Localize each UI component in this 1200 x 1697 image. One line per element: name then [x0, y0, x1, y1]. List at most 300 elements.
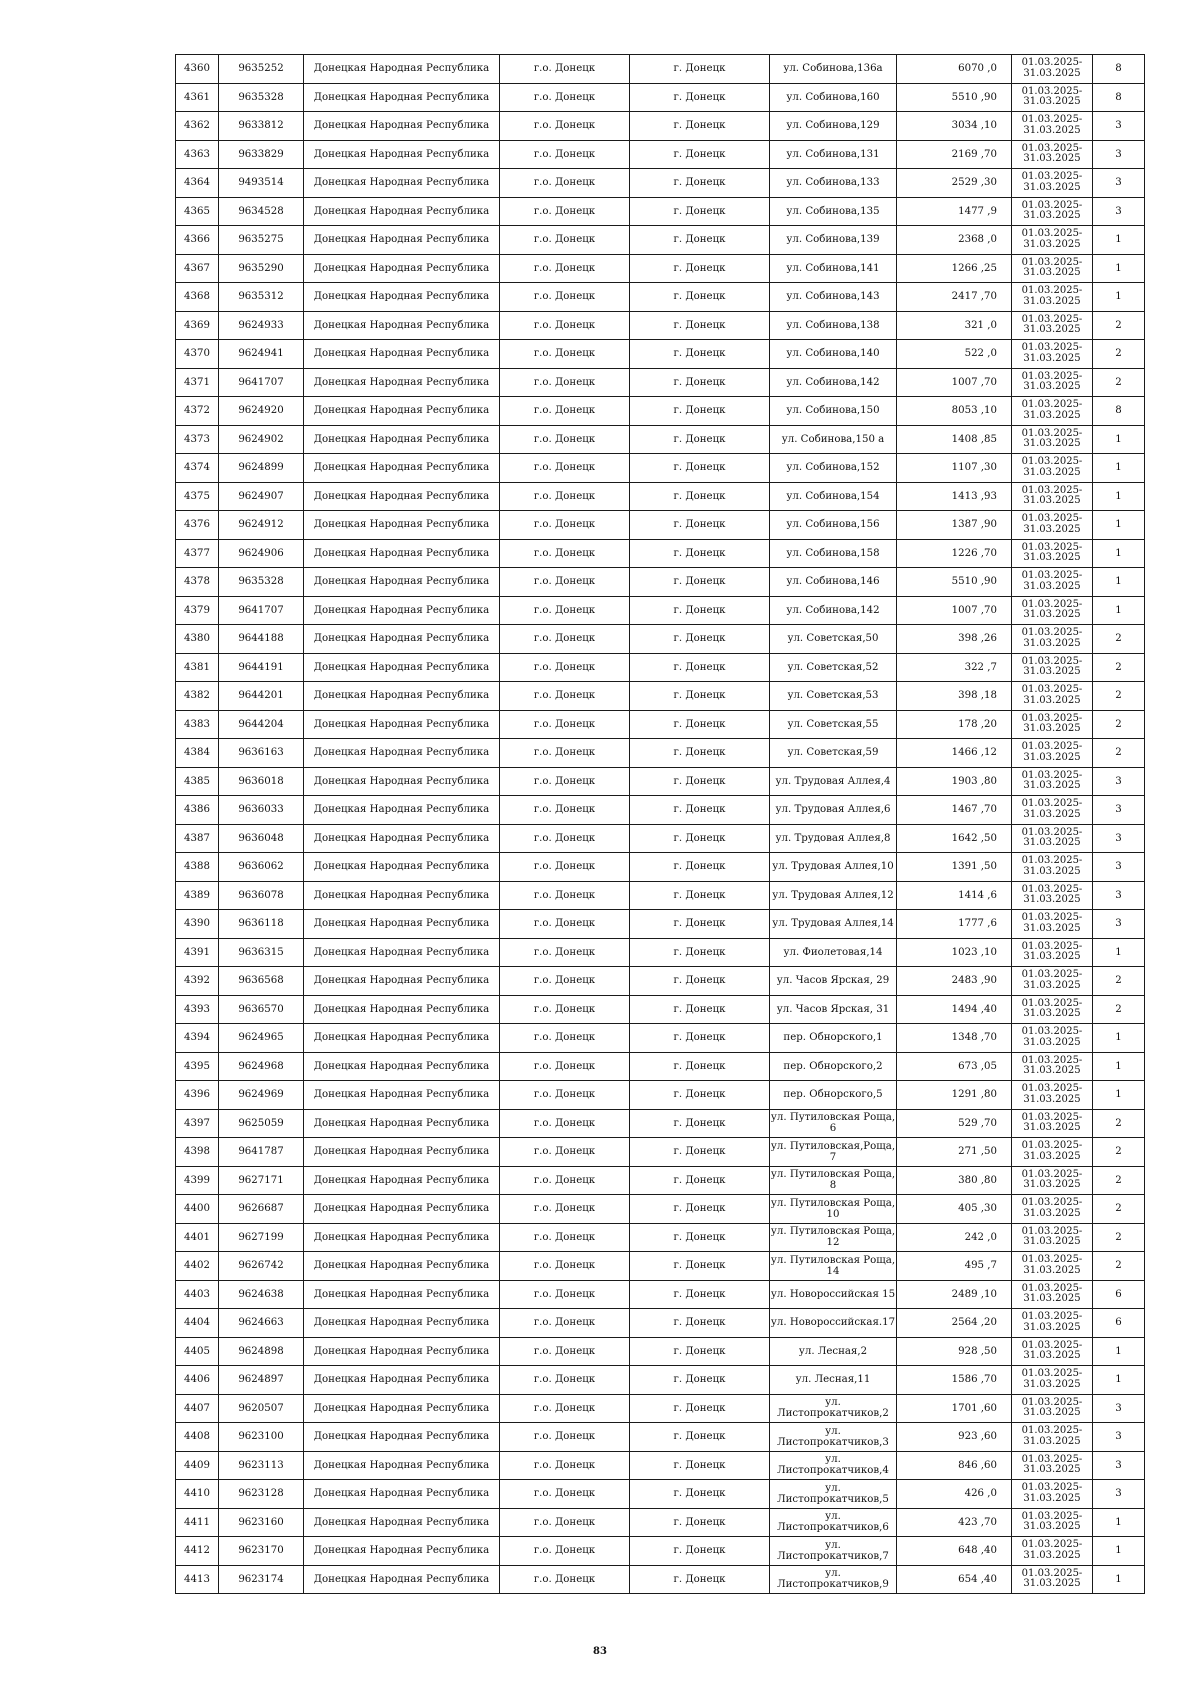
table-row: [176, 1252, 1145, 1281]
city-cell: г. Донецк: [630, 967, 770, 996]
city-cell: г. Донецк: [630, 1309, 770, 1338]
region-cell: Донецкая Народная Республика: [304, 283, 500, 312]
city-cell: г. Донецк: [630, 511, 770, 540]
region-cell: Донецкая Народная Республика: [304, 454, 500, 483]
address-cell: ул. Собинова,150 а: [770, 425, 897, 454]
period-cell: [1012, 112, 1093, 141]
address-cell: ул. Часов Ярская, 29: [770, 967, 897, 996]
district-cell: г.о. Донецк: [500, 368, 630, 397]
period-cell: [1012, 881, 1093, 910]
region-cell: Донецкая Народная Республика: [304, 83, 500, 112]
row-number-cell: 4398: [176, 1138, 219, 1167]
count-cell: 1: [1093, 568, 1145, 597]
row-number-cell: 4361: [176, 83, 219, 112]
period-start: 01.03.2025-: [1021, 399, 1083, 411]
period-cell: [1012, 853, 1093, 882]
district-cell: г.о. Донецк: [500, 568, 630, 597]
period-end: 31.03.2025: [1023, 751, 1081, 763]
period-end: 31.03.2025: [1023, 1065, 1081, 1077]
city-cell: г. Донецк: [630, 1337, 770, 1366]
table-row: [176, 824, 1145, 853]
count-cell: 1: [1093, 1337, 1145, 1366]
district-cell: г.о. Донецк: [500, 1394, 630, 1423]
district-cell: г.о. Донецк: [500, 340, 630, 369]
period-end: 31.03.2025: [1023, 124, 1081, 136]
district-cell: г.о. Донецк: [500, 283, 630, 312]
row-number-cell: 4401: [176, 1223, 219, 1252]
period-start: 01.03.2025-: [1021, 741, 1083, 753]
city-cell: г. Донецк: [630, 682, 770, 711]
period-cell: [1012, 454, 1093, 483]
address-cell: ул. Трудовая Аллея,8: [770, 824, 897, 853]
period-start: 01.03.2025-: [1021, 769, 1083, 781]
cadastral-id-cell: 9636048: [219, 824, 304, 853]
region-cell: Донецкая Народная Республика: [304, 824, 500, 853]
period-start: 01.03.2025-: [1021, 1225, 1083, 1237]
period-end: 31.03.2025: [1023, 523, 1081, 535]
table-row: [176, 1195, 1145, 1224]
period-cell: [1012, 767, 1093, 796]
cadastral-id-cell: 9636018: [219, 767, 304, 796]
period-start: 01.03.2025-: [1021, 484, 1083, 496]
city-cell: г. Донецк: [630, 83, 770, 112]
region-cell: Донецкая Народная Республика: [304, 653, 500, 682]
table-row: [176, 340, 1145, 369]
period-end: 31.03.2025: [1023, 96, 1081, 108]
region-cell: Донецкая Народная Республика: [304, 1138, 500, 1167]
area-cell: 380 ,80: [897, 1166, 1012, 1195]
area-cell: 1266 ,25: [897, 254, 1012, 283]
row-number-cell: 4381: [176, 653, 219, 682]
table-row: [176, 995, 1145, 1024]
period-start: 01.03.2025-: [1021, 370, 1083, 382]
table-row: [176, 682, 1145, 711]
period-end: 31.03.2025: [1023, 609, 1081, 621]
region-cell: Донецкая Народная Республика: [304, 482, 500, 511]
district-cell: г.о. Донецк: [500, 1280, 630, 1309]
district-cell: г.о. Донецк: [500, 1366, 630, 1395]
period-start: 01.03.2025-: [1021, 256, 1083, 268]
table-row: [176, 454, 1145, 483]
cadastral-id-cell: 9623113: [219, 1451, 304, 1480]
row-number-cell: 4404: [176, 1309, 219, 1338]
period-end: 31.03.2025: [1023, 979, 1081, 991]
area-cell: 1007 ,70: [897, 368, 1012, 397]
cadastral-id-cell: 9620507: [219, 1394, 304, 1423]
table-row: [176, 425, 1145, 454]
period-end: 31.03.2025: [1023, 1492, 1081, 1504]
district-cell: г.о. Донецк: [500, 967, 630, 996]
period-end: 31.03.2025: [1023, 951, 1081, 963]
table-row: [176, 1166, 1145, 1195]
period-cell: [1012, 653, 1093, 682]
row-number-cell: 4395: [176, 1052, 219, 1081]
region-cell: Донецкая Народная Республика: [304, 397, 500, 426]
city-cell: г. Донецк: [630, 226, 770, 255]
period-cell: [1012, 1451, 1093, 1480]
period-start: 01.03.2025-: [1021, 541, 1083, 553]
period-end: 31.03.2025: [1023, 381, 1081, 393]
period-cell: [1012, 682, 1093, 711]
period-cell: [1012, 311, 1093, 340]
cadastral-id-cell: 9626687: [219, 1195, 304, 1224]
row-number-cell: 4408: [176, 1423, 219, 1452]
city-cell: г. Донецк: [630, 1252, 770, 1281]
district-cell: г.о. Донецк: [500, 1166, 630, 1195]
area-cell: 405 ,30: [897, 1195, 1012, 1224]
area-cell: 1007 ,70: [897, 596, 1012, 625]
row-number-cell: 4413: [176, 1565, 219, 1594]
table-row: [176, 596, 1145, 625]
period-end: 31.03.2025: [1023, 865, 1081, 877]
address-cell: ул. Листопрокатчиков,2: [770, 1394, 897, 1423]
period-start: 01.03.2025-: [1021, 199, 1083, 211]
region-cell: Донецкая Народная Республика: [304, 55, 500, 84]
table-row: [176, 1423, 1145, 1452]
count-cell: 3: [1093, 169, 1145, 198]
count-cell: 2: [1093, 710, 1145, 739]
count-cell: 2: [1093, 995, 1145, 1024]
cadastral-id-cell: 9623128: [219, 1480, 304, 1509]
period-start: 01.03.2025-: [1021, 826, 1083, 838]
district-cell: г.о. Донецк: [500, 1508, 630, 1537]
area-cell: 1903 ,80: [897, 767, 1012, 796]
cadastral-id-cell: 9641707: [219, 596, 304, 625]
row-number-cell: 4366: [176, 226, 219, 255]
city-cell: г. Донецк: [630, 910, 770, 939]
cadastral-id-cell: 9644188: [219, 625, 304, 654]
area-cell: 5510 ,90: [897, 83, 1012, 112]
city-cell: г. Донецк: [630, 710, 770, 739]
district-cell: г.о. Донецк: [500, 1052, 630, 1081]
count-cell: 1: [1093, 1052, 1145, 1081]
table-row: [176, 368, 1145, 397]
area-cell: 1477 ,9: [897, 197, 1012, 226]
period-start: 01.03.2025-: [1021, 1396, 1083, 1408]
district-cell: г.о. Донецк: [500, 1252, 630, 1281]
area-cell: 2368 ,0: [897, 226, 1012, 255]
count-cell: 2: [1093, 1138, 1145, 1167]
cadastral-id-cell: 9493514: [219, 169, 304, 198]
count-cell: 1: [1093, 283, 1145, 312]
table-row: [176, 653, 1145, 682]
area-cell: 495 ,7: [897, 1252, 1012, 1281]
period-end: 31.03.2025: [1023, 1464, 1081, 1476]
area-cell: 529 ,70: [897, 1109, 1012, 1138]
area-cell: 322 ,7: [897, 653, 1012, 682]
region-cell: Донецкая Народная Республика: [304, 596, 500, 625]
city-cell: г. Донецк: [630, 55, 770, 84]
count-cell: 3: [1093, 881, 1145, 910]
row-number-cell: 4382: [176, 682, 219, 711]
count-cell: 3: [1093, 197, 1145, 226]
period-cell: [1012, 83, 1093, 112]
period-end: 31.03.2025: [1023, 1179, 1081, 1191]
period-cell: [1012, 1337, 1093, 1366]
address-cell: ул. Собинова,141: [770, 254, 897, 283]
row-number-cell: 4371: [176, 368, 219, 397]
area-cell: 178 ,20: [897, 710, 1012, 739]
cadastral-id-cell: 9644204: [219, 710, 304, 739]
period-end: 31.03.2025: [1023, 1293, 1081, 1305]
region-cell: Донецкая Народная Республика: [304, 568, 500, 597]
area-cell: 1387 ,90: [897, 511, 1012, 540]
city-cell: г. Донецк: [630, 1024, 770, 1053]
area-cell: 2169 ,70: [897, 140, 1012, 169]
period-end: 31.03.2025: [1023, 466, 1081, 478]
period-cell: [1012, 710, 1093, 739]
count-cell: 1: [1093, 482, 1145, 511]
area-cell: 1466 ,12: [897, 739, 1012, 768]
region-cell: Донецкая Народная Республика: [304, 767, 500, 796]
table-row: [176, 140, 1145, 169]
city-cell: г. Донецк: [630, 140, 770, 169]
district-cell: г.о. Донецк: [500, 454, 630, 483]
city-cell: г. Донецк: [630, 1480, 770, 1509]
count-cell: 2: [1093, 340, 1145, 369]
period-start: 01.03.2025-: [1021, 997, 1083, 1009]
table-row: [176, 1138, 1145, 1167]
city-cell: г. Донецк: [630, 1280, 770, 1309]
period-start: 01.03.2025-: [1021, 1368, 1083, 1380]
row-number-cell: 4384: [176, 739, 219, 768]
city-cell: г. Донецк: [630, 112, 770, 141]
district-cell: г.о. Донецк: [500, 425, 630, 454]
cadastral-id-cell: 9624920: [219, 397, 304, 426]
count-cell: 2: [1093, 967, 1145, 996]
city-cell: г. Донецк: [630, 397, 770, 426]
district-cell: г.о. Донецк: [500, 1537, 630, 1566]
cadastral-id-cell: 9636315: [219, 938, 304, 967]
city-cell: г. Донецк: [630, 739, 770, 768]
cadastral-id-cell: 9633829: [219, 140, 304, 169]
region-cell: Донецкая Народная Республика: [304, 881, 500, 910]
period-end: 31.03.2025: [1023, 67, 1081, 79]
period-start: 01.03.2025-: [1021, 712, 1083, 724]
region-cell: Донецкая Народная Республика: [304, 1337, 500, 1366]
area-cell: 8053 ,10: [897, 397, 1012, 426]
city-cell: г. Донецк: [630, 596, 770, 625]
count-cell: 2: [1093, 653, 1145, 682]
region-cell: Донецкая Народная Республика: [304, 1109, 500, 1138]
region-cell: Донецкая Народная Республика: [304, 1223, 500, 1252]
period-start: 01.03.2025-: [1021, 1254, 1083, 1266]
table-row: [176, 767, 1145, 796]
area-cell: 1107 ,30: [897, 454, 1012, 483]
region-cell: Донецкая Народная Республика: [304, 625, 500, 654]
cadastral-id-cell: 9624933: [219, 311, 304, 340]
address-cell: ул. Трудовая Аллея,4: [770, 767, 897, 796]
count-cell: 3: [1093, 796, 1145, 825]
address-cell: ул. Листопрокатчиков,3: [770, 1423, 897, 1452]
period-cell: [1012, 368, 1093, 397]
period-start: 01.03.2025-: [1021, 627, 1083, 639]
count-cell: 1: [1093, 1508, 1145, 1537]
period-cell: [1012, 539, 1093, 568]
region-cell: Донецкая Народная Республика: [304, 1451, 500, 1480]
period-start: 01.03.2025-: [1021, 142, 1083, 154]
row-number-cell: 4368: [176, 283, 219, 312]
cadastral-id-cell: 9636118: [219, 910, 304, 939]
period-start: 01.03.2025-: [1021, 1425, 1083, 1437]
address-cell: ул. Собинова,154: [770, 482, 897, 511]
district-cell: г.о. Донецк: [500, 796, 630, 825]
district-cell: г.о. Донецк: [500, 1337, 630, 1366]
period-cell: [1012, 1109, 1093, 1138]
address-cell: ул. Листопрокатчиков,4: [770, 1451, 897, 1480]
table-row: [176, 1109, 1145, 1138]
period-end: 31.03.2025: [1023, 808, 1081, 820]
cadastral-id-cell: 9624902: [219, 425, 304, 454]
period-cell: [1012, 1252, 1093, 1281]
period-cell: [1012, 967, 1093, 996]
count-cell: 1: [1093, 596, 1145, 625]
region-cell: Донецкая Народная Республика: [304, 311, 500, 340]
period-cell: [1012, 1508, 1093, 1537]
row-number-cell: 4402: [176, 1252, 219, 1281]
cadastral-id-cell: 9624912: [219, 511, 304, 540]
region-cell: Донецкая Народная Республика: [304, 853, 500, 882]
period-cell: [1012, 910, 1093, 939]
period-cell: [1012, 169, 1093, 198]
region-cell: Донецкая Народная Республика: [304, 539, 500, 568]
row-number-cell: 4391: [176, 938, 219, 967]
region-cell: Донецкая Народная Республика: [304, 739, 500, 768]
cadastral-id-cell: 9627199: [219, 1223, 304, 1252]
cadastral-id-cell: 9624941: [219, 340, 304, 369]
table-row: [176, 1337, 1145, 1366]
address-cell: ул. Собинова,140: [770, 340, 897, 369]
period-start: 01.03.2025-: [1021, 969, 1083, 981]
period-end: 31.03.2025: [1023, 666, 1081, 678]
cadastral-id-cell: 9636062: [219, 853, 304, 882]
cadastral-id-cell: 9624897: [219, 1366, 304, 1395]
cadastral-id-cell: 9623100: [219, 1423, 304, 1452]
cadastral-id-cell: 9625059: [219, 1109, 304, 1138]
period-cell: [1012, 482, 1093, 511]
city-cell: г. Донецк: [630, 824, 770, 853]
address-cell: ул. Новороссийская 15: [770, 1280, 897, 1309]
city-cell: г. Донецк: [630, 311, 770, 340]
district-cell: г.о. Донецк: [500, 1480, 630, 1509]
count-cell: 1: [1093, 1366, 1145, 1395]
row-number-cell: 4383: [176, 710, 219, 739]
row-number-cell: 4389: [176, 881, 219, 910]
district-cell: г.о. Донецк: [500, 1109, 630, 1138]
period-cell: [1012, 511, 1093, 540]
row-number-cell: 4409: [176, 1451, 219, 1480]
table-row: [176, 1024, 1145, 1053]
district-cell: г.о. Донецк: [500, 653, 630, 682]
table-row: [176, 1508, 1145, 1537]
period-cell: [1012, 995, 1093, 1024]
period-end: 31.03.2025: [1023, 1207, 1081, 1219]
city-cell: г. Донецк: [630, 482, 770, 511]
area-cell: 2417 ,70: [897, 283, 1012, 312]
cadastral-id-cell: 9636078: [219, 881, 304, 910]
table-row: [176, 853, 1145, 882]
cadastral-id-cell: 9623174: [219, 1565, 304, 1594]
city-cell: г. Донецк: [630, 767, 770, 796]
area-cell: 1701 ,60: [897, 1394, 1012, 1423]
count-cell: 3: [1093, 1394, 1145, 1423]
district-cell: г.о. Донецк: [500, 55, 630, 84]
period-cell: [1012, 397, 1093, 426]
period-end: 31.03.2025: [1023, 181, 1081, 193]
cadastral-id-cell: 9644201: [219, 682, 304, 711]
table-row: [176, 568, 1145, 597]
period-start: 01.03.2025-: [1021, 1054, 1083, 1066]
cadastral-id-cell: 9635312: [219, 283, 304, 312]
region-cell: Донецкая Народная Республика: [304, 368, 500, 397]
city-cell: г. Донецк: [630, 1565, 770, 1594]
address-cell: ул. Трудовая Аллея,12: [770, 881, 897, 910]
address-cell: ул. Листопрокатчиков,7: [770, 1537, 897, 1566]
period-start: 01.03.2025-: [1021, 940, 1083, 952]
period-start: 01.03.2025-: [1021, 1197, 1083, 1209]
address-cell: ул. Собинова,158: [770, 539, 897, 568]
row-number-cell: 4377: [176, 539, 219, 568]
table-row: [176, 226, 1145, 255]
district-cell: г.о. Донецк: [500, 767, 630, 796]
table-row: [176, 1081, 1145, 1110]
period-cell: [1012, 739, 1093, 768]
period-end: 31.03.2025: [1023, 1321, 1081, 1333]
address-cell: ул. Новороссийская.17: [770, 1309, 897, 1338]
count-cell: 3: [1093, 1480, 1145, 1509]
region-cell: Донецкая Народная Республика: [304, 1024, 500, 1053]
period-start: 01.03.2025-: [1021, 570, 1083, 582]
table-row: [176, 739, 1145, 768]
count-cell: 6: [1093, 1280, 1145, 1309]
period-end: 31.03.2025: [1023, 1350, 1081, 1362]
period-end: 31.03.2025: [1023, 637, 1081, 649]
district-cell: г.о. Донецк: [500, 311, 630, 340]
region-cell: Донецкая Народная Республика: [304, 1565, 500, 1594]
count-cell: 1: [1093, 254, 1145, 283]
city-cell: г. Донецк: [630, 368, 770, 397]
cadastral-id-cell: 9626742: [219, 1252, 304, 1281]
table-row: [176, 283, 1145, 312]
region-cell: Донецкая Народная Республика: [304, 1366, 500, 1395]
period-end: 31.03.2025: [1023, 324, 1081, 336]
period-start: 01.03.2025-: [1021, 85, 1083, 97]
period-end: 31.03.2025: [1023, 1378, 1081, 1390]
period-end: 31.03.2025: [1023, 1008, 1081, 1020]
table-row: [176, 539, 1145, 568]
address-cell: ул. Часов Ярская, 31: [770, 995, 897, 1024]
row-number-cell: 4390: [176, 910, 219, 939]
period-end: 31.03.2025: [1023, 694, 1081, 706]
area-cell: 423 ,70: [897, 1508, 1012, 1537]
region-cell: Донецкая Народная Республика: [304, 197, 500, 226]
period-start: 01.03.2025-: [1021, 285, 1083, 297]
district-cell: г.о. Донецк: [500, 710, 630, 739]
area-cell: 242 ,0: [897, 1223, 1012, 1252]
region-cell: Донецкая Народная Республика: [304, 1508, 500, 1537]
area-cell: 1494 ,40: [897, 995, 1012, 1024]
period-end: 31.03.2025: [1023, 210, 1081, 222]
city-cell: г. Донецк: [630, 1138, 770, 1167]
period-cell: [1012, 824, 1093, 853]
count-cell: 2: [1093, 311, 1145, 340]
address-cell: ул. Собинова,152: [770, 454, 897, 483]
region-cell: Донецкая Народная Республика: [304, 1252, 500, 1281]
cadastral-id-cell: 9624638: [219, 1280, 304, 1309]
city-cell: г. Донецк: [630, 340, 770, 369]
district-cell: г.о. Донецк: [500, 482, 630, 511]
cadastral-id-cell: 9624898: [219, 1337, 304, 1366]
